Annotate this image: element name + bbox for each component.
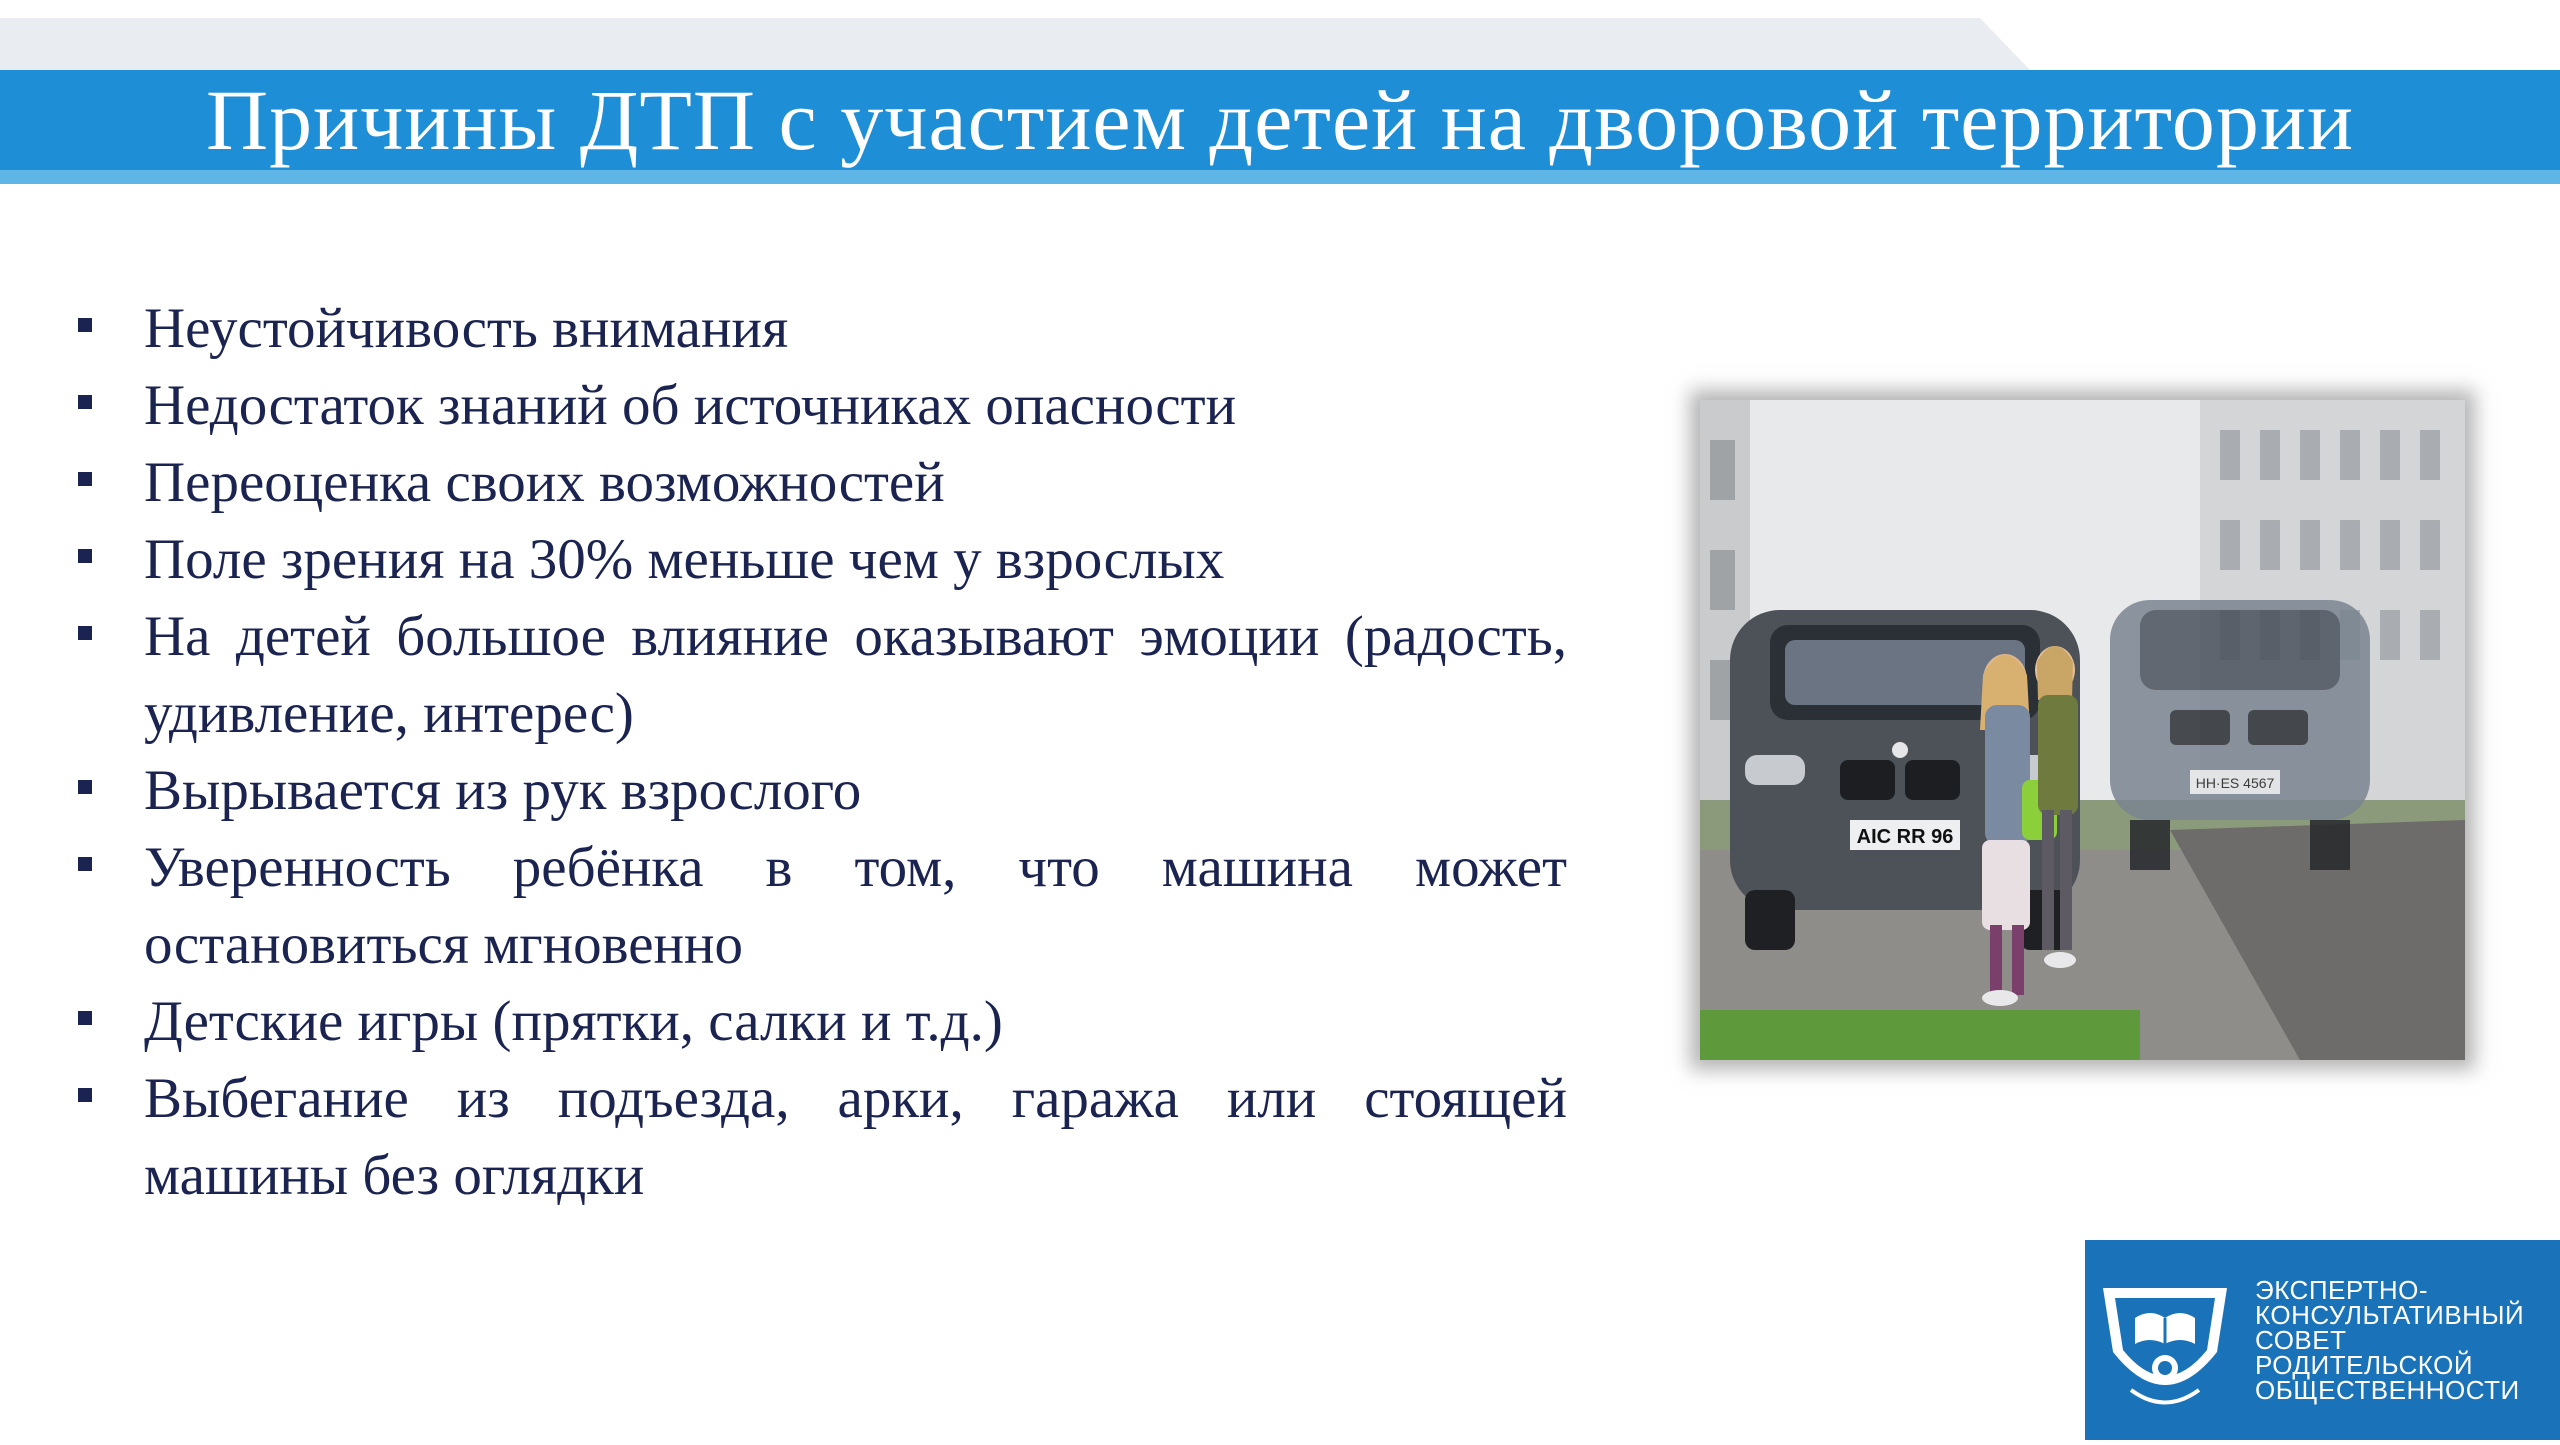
bullet-item: Поле зрения на 30% меньше чем у взрослых [72,521,1567,598]
title-underline [0,170,2560,184]
bullet-item: Вырывается из рук взрослого [72,752,1567,829]
square-bullet-icon [78,857,92,871]
square-bullet-icon [78,780,92,794]
council-logo [2085,1240,2560,1440]
bullet-item: Неустойчивость внимания [72,290,1567,367]
slide-title: Причины ДТП с участием детей на дворовой территории [206,72,2354,168]
title-bar [0,70,2560,170]
bullet-item: Выбегание из подъезда, арки, гаража или стоящей машины без оглядки [72,1060,1567,1214]
square-bullet-icon [78,1088,92,1102]
square-bullet-icon [78,472,92,486]
rear-plate-text: HH·ES 4567 [2195,775,2275,791]
bullet-item: Детские игры (прятки, салки и т.д.) [72,983,1567,1060]
street-photo [1700,400,2465,1060]
photo-illustration [1700,400,2465,1060]
front-plate-text: AIC RR 96 [1856,826,1954,848]
bullet-item: На детей большое влияние оказывают эмоции (радость, удивление, интерес) [72,598,1567,752]
logo-text: ЭКСПЕРТНО- КОНСУЛЬТАТИВНЫЙ СОВЕТ РОДИТЕЛЬСКОЙ ОБЩЕСТВЕННОСТИ [2255,1275,2525,1405]
square-bullet-icon [78,549,92,563]
shield-emblem-icon [2085,1240,2245,1440]
square-bullet-icon [78,626,92,640]
bullet-item: Переоценка своих возможностей [72,444,1567,521]
bullet-item: Недостаток знаний об источниках опасности [72,367,1567,444]
square-bullet-icon [78,395,92,409]
bullet-item: Уверенность ребёнка в том, что машина может остановиться мгновенно [72,829,1567,983]
bullet-list [72,290,1567,1214]
top-decorative-strip [0,0,2560,75]
square-bullet-icon [78,318,92,332]
square-bullet-icon [78,1011,92,1025]
